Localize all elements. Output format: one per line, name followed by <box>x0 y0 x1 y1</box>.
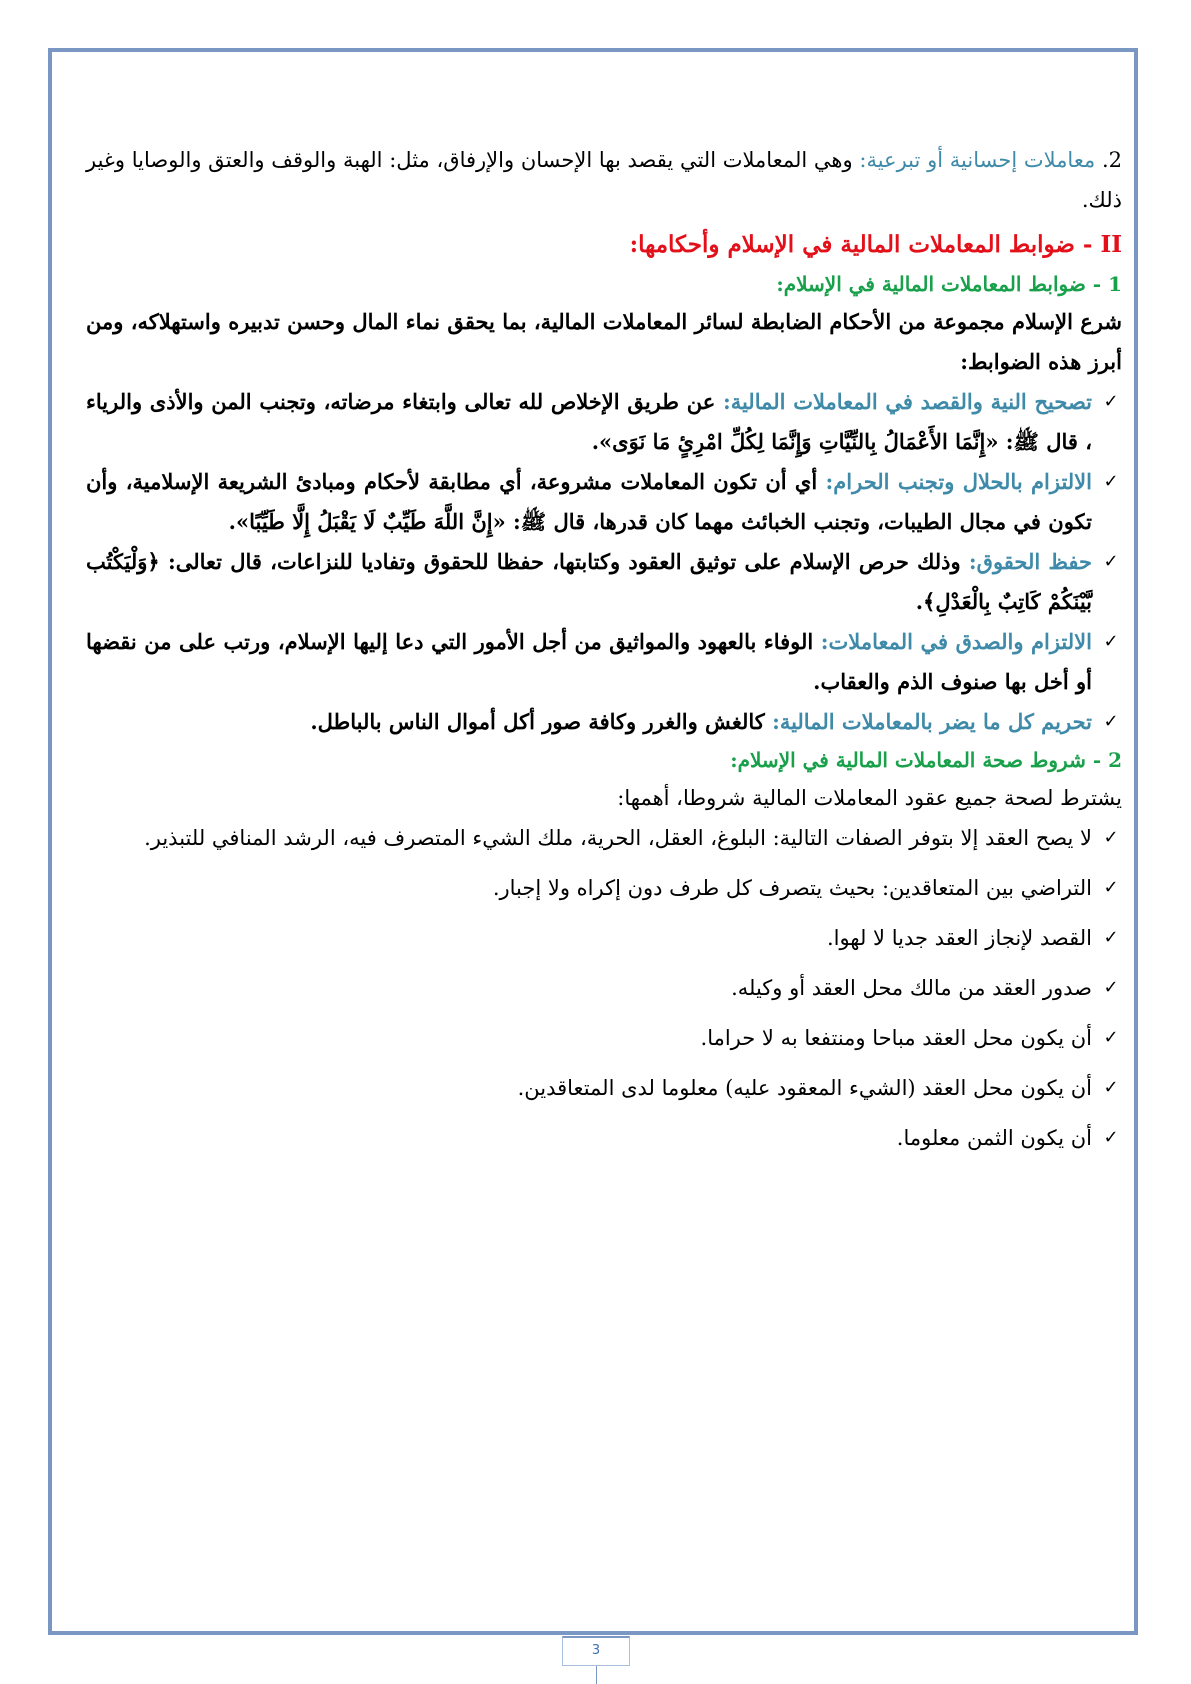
rule-item <box>86 622 1122 702</box>
intro-term: معاملات إحسانية أو تبرعية: <box>859 148 1096 172</box>
condition-item <box>86 1118 1122 1158</box>
condition-text: لا يصح العقد إلا بتوفر الصفات التالية: البلوغ، العقل، الحرية، ملك الشيء المتصرف فيه، الرشد المنافي للتبذير. <box>144 826 1092 850</box>
check-icon: ✓ <box>1103 711 1119 732</box>
condition-item <box>86 1068 1122 1108</box>
page-number-tick <box>596 1666 597 1684</box>
subsection-2-intro: يشترط لصحة جميع عقود المعاملات المالية شروطا، أهمها: <box>617 786 1122 810</box>
check-icon: ✓ <box>1103 391 1119 412</box>
check-icon: ✓ <box>1103 927 1119 948</box>
page-number: 3 <box>562 1636 630 1666</box>
rule-term: تحريم كل ما يضر بالمعاملات المالية: <box>772 709 1092 734</box>
condition-text: صدور العقد من مالك محل العقد أو وكيله. <box>731 976 1092 1000</box>
rule-text: عن طريق الإخلاص لله تعالى وابتغاء مرضاته، وتجنب المن والأذى والرياء ، قال ﷺ: «إِنَّمَا الأَعْمَالُ بِالنِّيَّاتِ وَإِنَّمَا لِكُلِّ امْرِئٍ مَا نَوَى». <box>86 389 1092 454</box>
rule-text: أي أن تكون المعاملات مشروعة، أي مطابقة لأحكام ومبادئ الشريعة الإسلامية، وأن تكون في مجال الطيبات، وتجنب الخبائث مهما كان قدرها، قال ﷺ: «إِنَّ اللَّهَ طَيِّبٌ لَا يَقْبَلُ إِلَّا طَيِّبًا». <box>86 469 1092 534</box>
rule-item <box>86 702 1122 742</box>
rule-term: الالتزام بالحلال وتجنب الحرام: <box>825 469 1092 494</box>
intro-paragraph <box>86 140 1122 220</box>
subsection-1-intro: شرع الإسلام مجموعة من الأحكام الضابطة لسائر المعاملات المالية، بما يحقق نماء المال وحسن تدبيره واستهلاكه، ومن أبرز هذه الضوابط: <box>86 309 1122 374</box>
check-icon: ✓ <box>1103 827 1119 848</box>
rule-term: حفظ الحقوق: <box>968 549 1092 574</box>
rule-term: الالتزام والصدق في المعاملات: <box>820 629 1092 654</box>
rule-text: وذلك حرص الإسلام على توثيق العقود وكتابتها، حفظا للحقوق وتفاديا للنزاعات، قال تعالى: ﴿وَلْيَكْتُب بَّيْنَكُمْ كَاتِبٌ بِالْعَدْلِ﴾. <box>86 549 1092 614</box>
conditions-list <box>86 818 1122 1158</box>
condition-text: التراضي بين المتعاقدين: بحيث يتصرف كل طرف دون إكراه ولا إجبار. <box>492 876 1092 900</box>
condition-text: أن يكون الثمن معلوما. <box>896 1126 1092 1150</box>
check-icon: ✓ <box>1103 1127 1119 1148</box>
rule-term: تصحيح النية والقصد في المعاملات المالية: <box>722 389 1092 414</box>
subsection-1-title: 1 - ضوابط المعاملات المالية في الإسلام: <box>776 272 1122 296</box>
condition-text: أن يكون محل العقد مباحا ومنتفعا به لا حراما. <box>700 1026 1092 1050</box>
rules-list <box>86 382 1122 742</box>
condition-text: القصد لإنجاز العقد جديا لا لهوا. <box>826 926 1092 950</box>
check-icon: ✓ <box>1103 977 1119 998</box>
condition-text: أن يكون محل العقد (الشيء المعقود عليه) معلوما لدى المتعاقدين. <box>517 1076 1092 1100</box>
condition-item <box>86 918 1122 958</box>
condition-item <box>86 868 1122 908</box>
condition-item <box>86 1018 1122 1058</box>
rule-item <box>86 542 1122 622</box>
intro-number: 2. <box>1101 148 1123 172</box>
check-icon: ✓ <box>1103 471 1119 492</box>
check-icon: ✓ <box>1103 1077 1119 1098</box>
section-title: II - ضوابط المعاملات المالية في الإسلام وأحكامها: <box>629 231 1122 258</box>
intro-text: وهي المعاملات التي يقصد بها الإحسان والإرفاق، مثل: الهبة والوقف والعتق والوصايا وغير ذلك. <box>86 148 1122 212</box>
subsection-2-title: 2 - شروط صحة المعاملات المالية في الإسلام: <box>730 748 1122 772</box>
check-icon: ✓ <box>1103 1027 1119 1048</box>
rule-text: كالغش والغرر وكافة صور أكل أموال الناس بالباطل. <box>310 709 765 734</box>
check-icon: ✓ <box>1103 551 1119 572</box>
condition-item <box>86 968 1122 1008</box>
rule-text: الوفاء بالعهود والمواثيق من أجل الأمور التي دعا إليها الإسلام، ورتب على من نقضها أو أخل بها صنوف الذم والعقاب. <box>86 629 1092 694</box>
condition-item <box>86 818 1122 858</box>
rule-item <box>86 382 1122 462</box>
rule-item <box>86 462 1122 542</box>
page-content <box>86 140 1122 1168</box>
check-icon: ✓ <box>1103 877 1119 898</box>
check-icon: ✓ <box>1103 631 1119 652</box>
